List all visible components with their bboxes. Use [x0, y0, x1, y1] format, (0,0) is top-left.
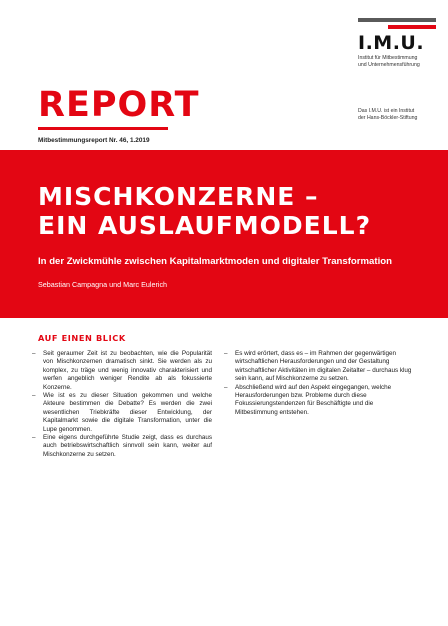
list-item-text: Wie ist es zu dieser Situation gekommen und welche Akteure bestimmen die Debatte? Es werden die zwei wesentlichen Triebkräfte dieser Entwicklung, der Kapitalmarkt sowie die digitale Transformation, unter die Lupe genommen.: [43, 392, 212, 433]
list-item-text: Eine eigens durchgeführte Studie zeigt, dass es durchaus auch betriebswirtschaftlich sinnvoll sein kann, weiter auf Mischkonzerne zu setzen.: [43, 434, 212, 458]
list-item: [32, 434, 212, 459]
bullet-dash: –: [32, 434, 36, 442]
summary-list-left: [32, 350, 212, 459]
report-series: Mitbestimmungsreport Nr. 46, 1.2019: [38, 137, 150, 144]
main-title: [38, 182, 418, 240]
summary-column-left: [32, 350, 212, 459]
list-item-text: Seit geraumer Zeit ist zu beobachten, wie die Popularität von Mischkonzernen dramatisch sinkt. Sie werden als zu komplex, zu träge und wenig innovativ charakterisiert und werfen angeblich weniger Rendite ab als fokussierte Konzerne.: [43, 350, 212, 391]
imu-logo: [358, 18, 436, 68]
report-title: REPORT: [38, 85, 200, 125]
main-title-line-2: EIN AUSLAUFMODELL?: [38, 211, 372, 240]
hbs-note: [358, 108, 440, 121]
main-title-line-1: MISCHKONZERNE –: [38, 182, 319, 211]
logo-subtitle-line: und Unternehmensführung: [358, 61, 420, 68]
authors: Sebastian Campagna und Marc Eulerich: [38, 280, 168, 289]
bullet-dash: –: [224, 350, 228, 357]
summary-heading: AUF EINEN BLICK: [38, 333, 126, 343]
list-item-text: Es wird erörtert, dass es – im Rahmen der gegenwärtigen wirtschaftlichen Herausforderungen und der Gestaltung wirtschaftlicher Aktivitäten im digitalen Zeitalter – durchaus klug sein kann, auf Mischkonzerne zu setzen.: [235, 350, 412, 383]
hbs-note-line: der Hans-Böckler-Stiftung: [358, 114, 418, 121]
logo-bars: [358, 18, 436, 32]
logo-subtitle-line: Institut für Mitbestimmung: [358, 55, 418, 61]
logo-bar-red: [388, 25, 436, 29]
bullet-dash: –: [224, 383, 228, 391]
list-item: [32, 350, 212, 392]
headline-subtitle: In der Zwickmühle zwischen Kapitalmarktmoden und digitaler Transformation: [38, 256, 392, 267]
headline-band: [0, 150, 448, 318]
logo-subtitle: [358, 55, 436, 68]
report-underline: [38, 127, 168, 130]
logo-name: I.M.U.: [358, 32, 425, 54]
bullet-dash: –: [32, 392, 36, 400]
list-item: [224, 384, 416, 418]
list-item-text: Abschließend wird auf den Aspekt eingegangen, welche Herausforderungen bzw. Probleme durch diese Fokussierungstendenzen für Beschäftigte und die Mitbestimmung entstehen.: [235, 383, 392, 416]
logo-bar-gray: [358, 18, 436, 22]
hbs-note-line: Das I.M.U. ist ein Institut: [358, 108, 415, 114]
list-item: [32, 392, 212, 434]
bullet-dash: –: [32, 350, 36, 357]
summary-list-right: [224, 350, 416, 417]
summary-column-right: [224, 350, 416, 417]
list-item: [224, 350, 416, 384]
